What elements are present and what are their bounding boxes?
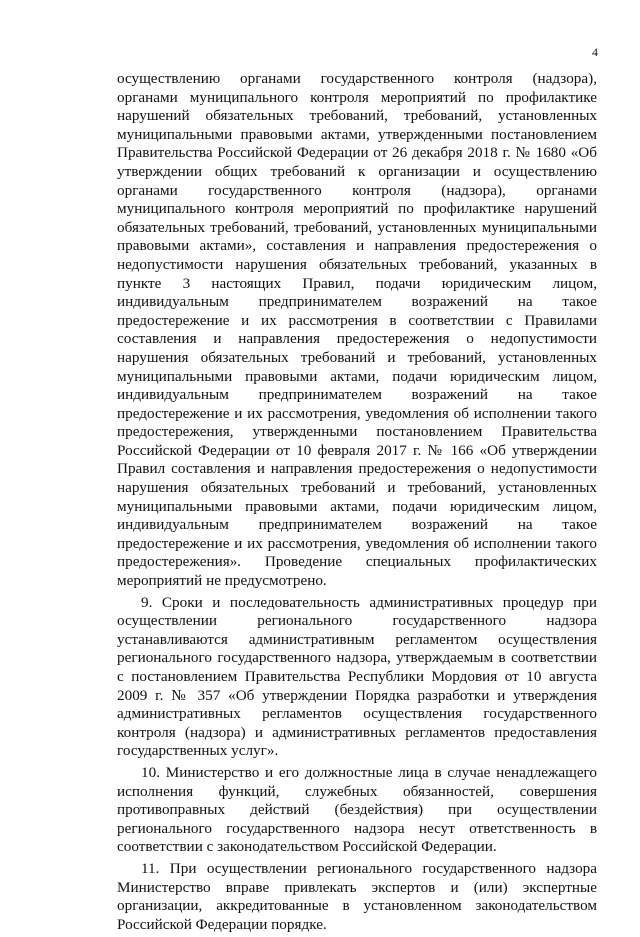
paragraph-10: 10. Министерство и его должностные лица в случае ненадлежащего исполнения функций, служебных обязанностей, совершения противоправных действий (бездействия) при осуществлении регионального государственного надзора несут ответственность в соответствии с законодательством Российской Федерации.	[117, 763, 597, 856]
page-number: 4	[592, 45, 598, 59]
paragraph-continuation: осуществлению органами государственного контроля (надзора), органами муниципального контроля мероприятий по профилактике нарушений обязательных требований, требований, установленных муниципальными правовыми актами, утвержденными постановлением Правительства Российской Федерации от 26 декабря 2018 г. № 1680 «Об утверждении общих требований к организации и осуществлению органами государственного контроля (надзора), органами муниципального контроля мероприятий по профилактике нарушений обязательных требований, требований, установленных муниципальными правовыми актами», составления и направления предостережения о недопустимости нарушения обязательных требований, указанных в пункте 3 настоящих Правил, подачи юридическим лицом, индивидуальным предпринимателем возражений на такое предостережение и их рассмотрения в соответствии с Правилами составления и направления предостережения о недопустимости нарушения обязательных требований и требований, установленных муниципальными правовыми актами, подачи юридическим лицом, индивидуальным предпринимателем возражений на такое предостережение и их рассмотрения, уведомления об исполнении такого предостережения, утвержденными постановлением Правительства Российской Федерации от 10 февраля 2017 г. № 166 «Об утверждении Правил составления и направления предостережения о недопустимости нарушения обязательных требований и требований, установленных муниципальными правовыми актами, подачи юридическим лицом, индивидуальным предпринимателем возражений на такое предостережение и их рассмотрения, уведомления об исполнении такого предостережения». Проведение специальных профилактических мероприятий не предусмотрено.	[117, 70, 597, 590]
paragraph-9: 9. Сроки и последовательность административных процедур при осуществлении регионального государственного надзора устанавливаются административным регламентом осуществления регионального государственного надзора, утверждаемым в соответствии с постановлением Правительства Республики Мордовия от 10 августа 2009 г. № 357 «Об утверждении Порядка разработки и утверждения административных регламентов осуществления государственного контроля (надзора) и административных регламентов предоставления государственных услуг».	[117, 593, 597, 760]
paragraph-11: 11. При осуществлении регионального государственного надзора Министерство вправе привлекать экспертов и (или) экспертные организации, аккредитованные в установленном законодательством Российской Федерации порядке.	[117, 859, 597, 933]
document-body	[117, 70, 597, 937]
